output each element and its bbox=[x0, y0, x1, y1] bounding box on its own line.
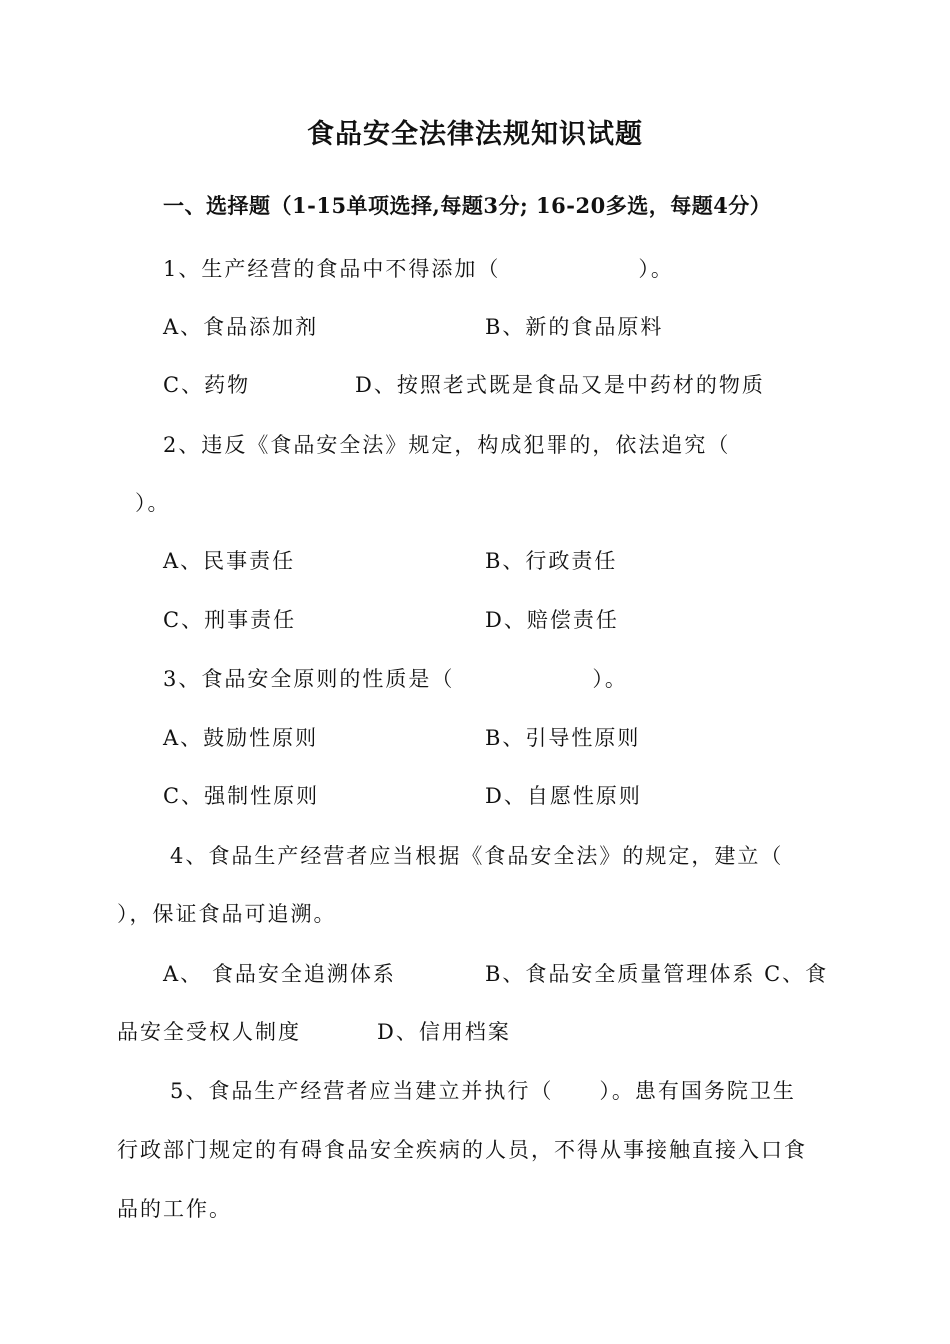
question-1-option-d: D、按照老式既是食品又是中药材的物质 bbox=[355, 373, 765, 397]
question-2-option-c: C、刑事责任 bbox=[163, 608, 297, 632]
question-3-option-d: D、自愿性原则 bbox=[485, 784, 642, 808]
question-1-stem: 1、生产经营的食品中不得添加（ ）。 bbox=[163, 257, 674, 281]
question-2-stem-line-1: 2、违反《食品安全法》规定，构成犯罪的，依法追究（ bbox=[163, 433, 731, 457]
question-1-option-b: B、新的食品原料 bbox=[485, 315, 664, 339]
question-1-option-c: C、药物 bbox=[163, 373, 251, 397]
page-title: 食品安全法律法规知识试题 bbox=[307, 119, 643, 150]
question-5-stem-line-3: 品的工作。 bbox=[117, 1197, 232, 1221]
question-2-stem-line-2: ）。 bbox=[135, 491, 171, 515]
question-3-option-a: A、鼓励性原则 bbox=[163, 726, 319, 750]
question-3-option-b: B、引导性原则 bbox=[485, 726, 641, 750]
question-1-option-a: A、食品添加剂 bbox=[163, 315, 319, 339]
question-4-stem-line-1: 4、食品生产经营者应当根据《食品安全法》的规定，建立（ bbox=[170, 844, 784, 868]
section-heading: 一、选择题（1-15单项选择,每题3分; 16-20多选，每题4分） bbox=[163, 193, 772, 218]
question-4-option-d: D、信用档案 bbox=[377, 1020, 511, 1044]
question-2-option-a: A、民事责任 bbox=[163, 549, 296, 573]
question-5-stem-line-1: 5、食品生产经营者应当建立并执行（ ）。患有国务院卫生 bbox=[170, 1079, 796, 1103]
question-2-option-b: B、行政责任 bbox=[485, 549, 618, 573]
question-5-stem-line-2: 行政部门规定的有碍食品安全疾病的人员，不得从事接触直接入口食 bbox=[117, 1138, 807, 1162]
question-3-option-c: C、强制性原则 bbox=[163, 784, 320, 808]
question-4-option-a: A、 食品安全追溯体系 bbox=[163, 962, 396, 986]
question-4-option-c-continued: 品安全受权人制度 bbox=[117, 1020, 301, 1044]
question-4-option-b-c: B、食品安全质量管理体系 C、食 bbox=[485, 962, 829, 986]
question-3-stem: 3、食品安全原则的性质是（ ）。 bbox=[163, 667, 628, 691]
question-2-option-d: D、赔偿责任 bbox=[485, 608, 619, 632]
question-4-stem-line-2: ），保证食品可追溯。 bbox=[117, 902, 337, 926]
